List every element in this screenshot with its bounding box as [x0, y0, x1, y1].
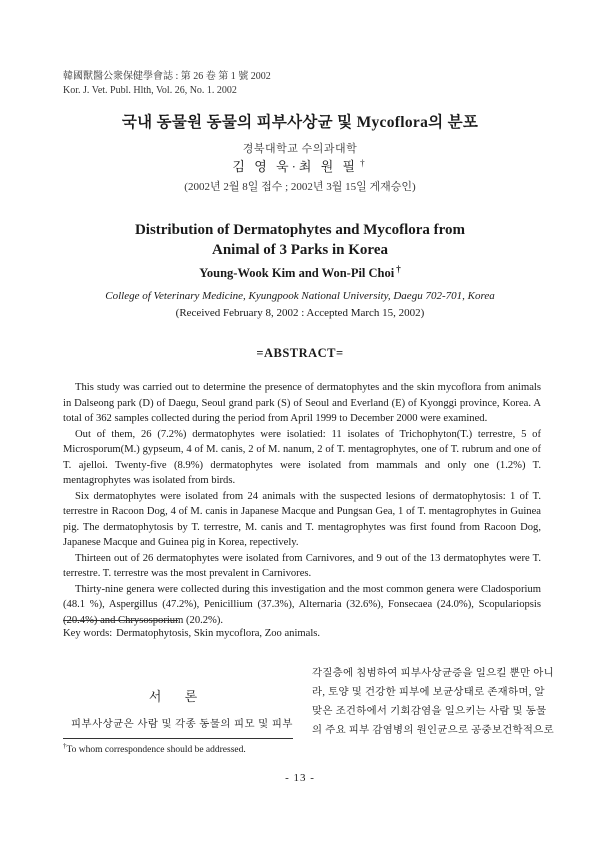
- footnote-divider: [63, 738, 293, 739]
- keywords-text: Dermatophytosis, Skin mycoflora, Zoo animals.: [116, 628, 321, 639]
- journal-citation: [63, 70, 271, 98]
- abstract-paragraph: This study was carried out to determine the presence of dermatophytes and the skin mycoflora from animals in Dalseong park (D) of Daegu, Seoul grand park (S) of Seoul and Everland (E) of Kyonggi province, Korea. A total of 362 samples collected during the period from April 1999 to December 2000 were examined.: [63, 382, 541, 424]
- journal-citation-english: Kor. J. Vet. Publ. Hlth, Vol. 26, No. 1. 2002: [63, 85, 237, 96]
- introduction-right-column: [312, 664, 554, 740]
- abstract-heading: =ABSTRACT=: [256, 346, 344, 360]
- footnote-dagger-mark: †: [63, 742, 67, 750]
- introduction-left-column: 피부사상균은 사람 및 각종 동물의 피모 및 피부: [71, 719, 293, 730]
- abstract-paragraph: Thirty-nine genera were collected during this investigation and the most common genera were Cladosporium (48.1 %), Aspergillus (47.2%), Penicillium (37.3%), Alternaria (32.6%), Fonsecaea (24.0%), Scopulariopsis (20.4%) and Chrysosporium (20.2%).: [63, 583, 541, 626]
- korean-title: 국내 동물원 동물의 피부사상균 및 Mycoflora의 분포: [121, 114, 479, 131]
- english-title-line-2: Animal of 3 Parks in Korea: [212, 242, 388, 258]
- korean-affiliation: 경북대학교 수의과대학: [242, 143, 358, 155]
- introduction-heading: 서 론: [148, 689, 208, 704]
- keywords-divider: [63, 620, 178, 621]
- introduction-line: 의 주요 피부 감염병의 원인균으로 공중보건학적으로: [312, 725, 554, 736]
- english-author-names: Young-Wook Kim and Won-Pil Choi: [199, 266, 395, 281]
- abstract-paragraph: Six dermatophytes were isolated from 24 animals with the suspected lesions of dermatophytosis: 1 of T. terrestre in Racoon Dog, 4 of M. canis in Japanese Macque and Pungsan Gea, 1 of T. mentagrophytes in Guinea pig. The dermatophytosis by T. terrestre, M. canis and T. mentagrophytes was first found from Racoon Dog, Japanese Macque and Guinea pig in Korea, repectively.: [63, 490, 541, 548]
- introduction-line: 각질층에 침범하여 피부사상균증을 일으킬 뿐만 아니: [312, 668, 554, 679]
- english-dagger-mark: †: [396, 264, 401, 274]
- abstract-paragraph: Thirteen out of 26 dermatophytes were isolated from Carnivores, and 9 out of the 13 dermatophytes were T. terrestre. T. terrestre was the most prevalent in Carnivores.: [63, 552, 541, 579]
- abstract-body: [63, 380, 541, 628]
- english-authors: [0, 264, 600, 281]
- korean-dagger-mark: †: [360, 157, 368, 168]
- keywords-label: Key words:: [63, 628, 113, 639]
- english-affiliation: College of Veterinary Medicine, Kyungpook National University, Daegu 702-701, Korea: [105, 290, 495, 302]
- introduction-line: 맞은 조건하에서 기회감염을 일으키는 사람 및 동물: [312, 706, 547, 717]
- keywords: [63, 628, 320, 639]
- page-number: - 13 -: [285, 772, 315, 784]
- introduction-line: 라, 토양 및 건강한 피부에 보균상태로 존재하며, 알: [312, 687, 545, 698]
- english-title: [0, 220, 600, 260]
- english-title-line-1: Distribution of Dermatophytes and Mycoflora from: [134, 222, 466, 238]
- journal-citation-korean: 韓國獸醫公衆保健學會誌 : 第 26 卷 第 1 號 2002: [63, 71, 271, 82]
- korean-received-dates: (2002년 2월 8일 접수 ; 2002년 3월 15일 게재승인): [184, 181, 416, 193]
- footnote-text: To whom correspondence should be addressed.: [66, 745, 246, 756]
- footnote: [63, 742, 246, 755]
- abstract-paragraph: Out of them, 26 (7.2%) dermatophytes were isolatied: 11 isolates of Trichophyton(T.) terrestre, 5 of Microsporum(M.) gypseum, 4 of M. canis, 2 of M. nanum, 2 of T. mentagrophytes, one of T. rubrum and one of T. ajelloi. Twenty-five (8.9%) dermatophytes were isolated from mammals and only one (1.2%) T. mentagrophytes was isolated from birds.: [63, 428, 541, 486]
- korean-authors: [0, 156, 600, 175]
- korean-author-names: 김 영 욱·최 원 필: [232, 159, 359, 174]
- english-received-dates: (Received February 8, 2002 : Accepted March 15, 2002): [175, 307, 425, 319]
